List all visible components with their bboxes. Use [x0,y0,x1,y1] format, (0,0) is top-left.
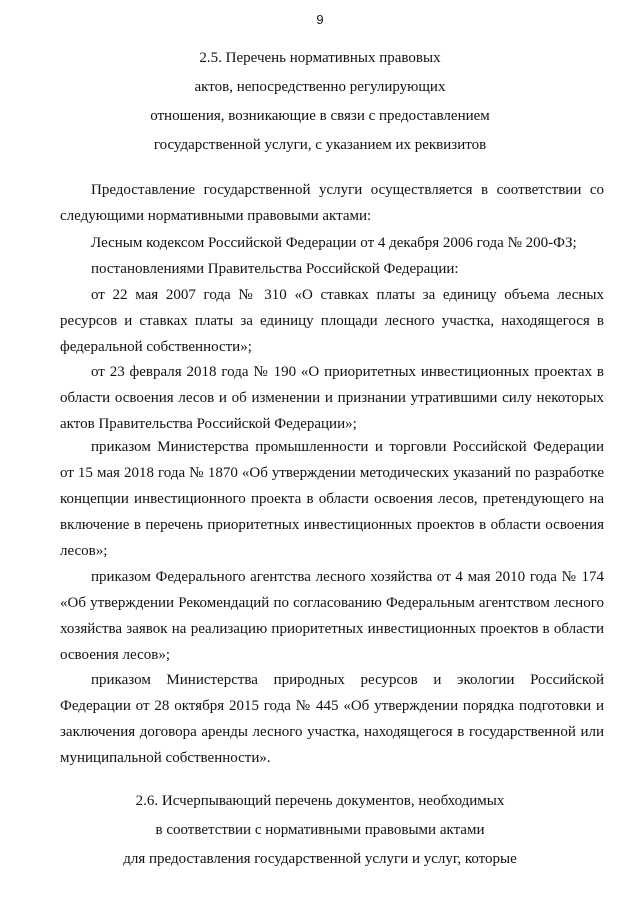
heading-line: отношения, возникающие в связи с предоставлением [150,108,490,124]
heading-line: 2.5. Перечень нормативных правовых [199,50,441,66]
heading-line: государственной услуги, с указанием их реквизитов [153,137,487,153]
paragraph-intro: Предоставление государственной услуги осуществляется в соответствии со следующими нормативными правовыми актами: [60,182,604,224]
paragraph-order-174: приказом Федерального агентства лесного хозяйства от 4 мая 2010 года № 174 «Об утверждении Рекомендаций по согласованию Федеральным агентством лесного хозяйства заявок на реализацию приоритетных инвестиционных проектов в области освоения лесов»; [60,569,604,663]
heading-line: актов, непосредственно регулирующих [194,79,446,95]
page-number: 9 [316,12,324,27]
paragraph-order-1870: приказом Министерства промышленности и торговли Российской Федерации от 15 мая 2018 года № 1870 «Об утверждении методических указаний по разработке концепции инвестиционного проекта в области освоения лесов, претендующего на включение в перечень приоритетных инвестиционных проектов в области освоения лесов»; [60,439,604,559]
paragraph-order-445: приказом Министерства природных ресурсов и экологии Российской Федерации от 28 октября 2015 года № 445 «Об утверждении порядка подготовки и заключения договора аренды лесного участка, находящегося в государственной или муниципальной собственности». [60,672,604,766]
paragraph-decree-190: от 23 февраля 2018 года № 190 «О приоритетных инвестиционных проектах в области освоения лесов и об изменении и признании утратившими силу некоторых актов Правительства Российской Федерации»; [60,364,604,432]
section-2-5-heading [60,44,580,160]
heading-line: в соответствии с нормативными правовыми актами [155,822,485,838]
section-2-6-heading [60,787,580,874]
paragraph-forest-code: Лесным кодексом Российской Федерации от 4 декабря 2006 года № 200-ФЗ; [91,235,577,251]
heading-line: для предоставления государственной услуги и услуг, которые [123,851,517,867]
heading-line: 2.6. Исчерпывающий перечень документов, необходимых [135,793,505,809]
paragraph-decree-310: от 22 мая 2007 года № 310 «О ставках платы за единицу объема лесных ресурсов и ставках платы за единицу площади лесного участка, находящегося в федеральной собственности»; [60,287,604,355]
paragraph-government-decrees: постановлениями Правительства Российской Федерации: [91,261,459,277]
